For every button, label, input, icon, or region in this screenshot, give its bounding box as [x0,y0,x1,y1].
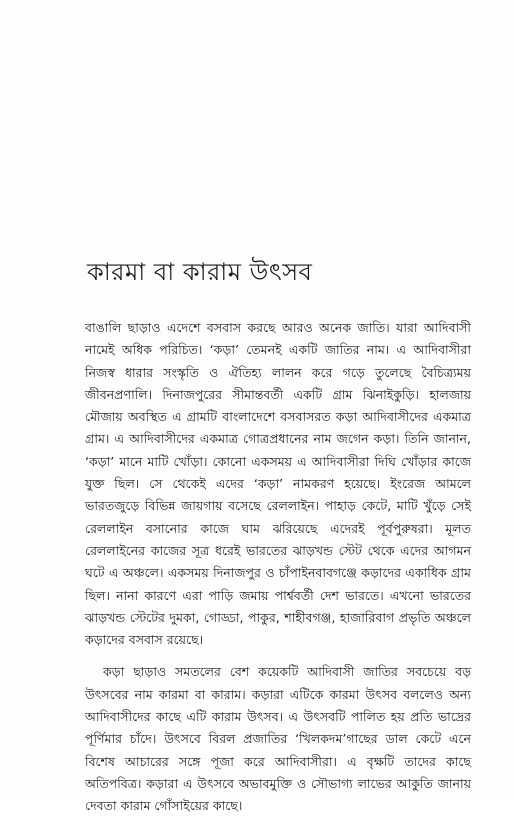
paragraph-2: কড়া ছাড়াও সমতলের বেশ কয়েকটি আদিবাসী জাতির সবচেয়ে বড় উৎসবের নাম কারমা বা কারাম। কড়ারা এটিকে কারমা উৎসব বললেও অন্য আদিবাসীদের কাছে এটি কারাম উৎসব। এ উৎসবটি পালিত হয় প্রতি ভাদ্রের পূর্ণিমার চাঁদে। উৎসবে বিরল প্রজাতির ‘খিলকদম’গাছের ডাল কেটে এনে বিশেষ আচারের সঙ্গে পূজা করে আদিবাসীরা। এ বৃক্ষটি তাদের কাছে অতিপবিত্র। কড়ারা এ উৎসবে অভাবমুক্তি ও সৌভাগ্য লাভের আকুতি জানায় দেবতা কারাম গোঁসাইয়ের কাছে। [85,664,471,814]
chapter-title: কারমা বা কারাম উৎসব [87,258,313,286]
chapter-body [85,317,471,818]
paragraph-1: বাঙালি ছাড়াও এদেশে বসবাস করছে আরও অনেক জাতি। যারা আদিবাসী নামেই অধিক পরিচিত। ‘কড়া’ তেমনই একটি জাতির নাম। এ আদিবাসীরা নিজস্ব ধারার সংস্কৃতি ও ঐতিহ্য লালন করে গড়ে তুলেছে বৈচিত্র্যময় জীবনপ্রণালি। দিনাজপুরের সীমান্তবর্তী একটি গ্রাম ঝিনাইকুড়ি। হালজায় মৌজায় অবস্থিত এ গ্রামটি বাংলাদেশে বসবাসরত কড়া আদিবাসীদের একমাত্র গ্রাম। এ আদিবাসীদের একমাত্র গোত্রপ্রধানের নাম জগেন কড়া। তিনি জানান, ‘কড়া’ মানে মাটি খোঁড়া। কোনো একসময় এ আদিবাসীরা দিঘি খোঁড়ার কাজে যুক্ত ছিল। সে থেকেই এদের ‘কড়া’ নামকরণ হয়েছে। ইংরেজ আমলে ভারতজুড়ে বিভিন্ন জায়গায় বসেছে রেললাইন। পাহাড় কেটে, মাটি খুঁড়ে সেই রেললাইন বসানোর কাজে ঘাম ঝরিয়েছে এদেরই পূর্বপুরুষরা। মূলত রেললাইনের কাজের সূত্র ধরেই ভারতের ঝাড়খন্ড স্টেট থেকে এদের আগমন ঘটে এ অঞ্চলে। একসময় দিনাজপুর ও চাঁপাইনবাবগঞ্জে কড়াদের একাধিক গ্রাম ছিল। নানা কারণে এরা পাড়ি জমায় পার্শ্ববর্তী দেশ ভারতে। এখনো ভারতের ঝাড়খন্ড স্টেটের দুমকা, গোড্ডা, পাকুর, শাহীবগঞ্জ, হাজারিবাগ প্রভৃতি অঞ্চলে কড়াদের বসবাস রয়েছে। [85,320,471,648]
